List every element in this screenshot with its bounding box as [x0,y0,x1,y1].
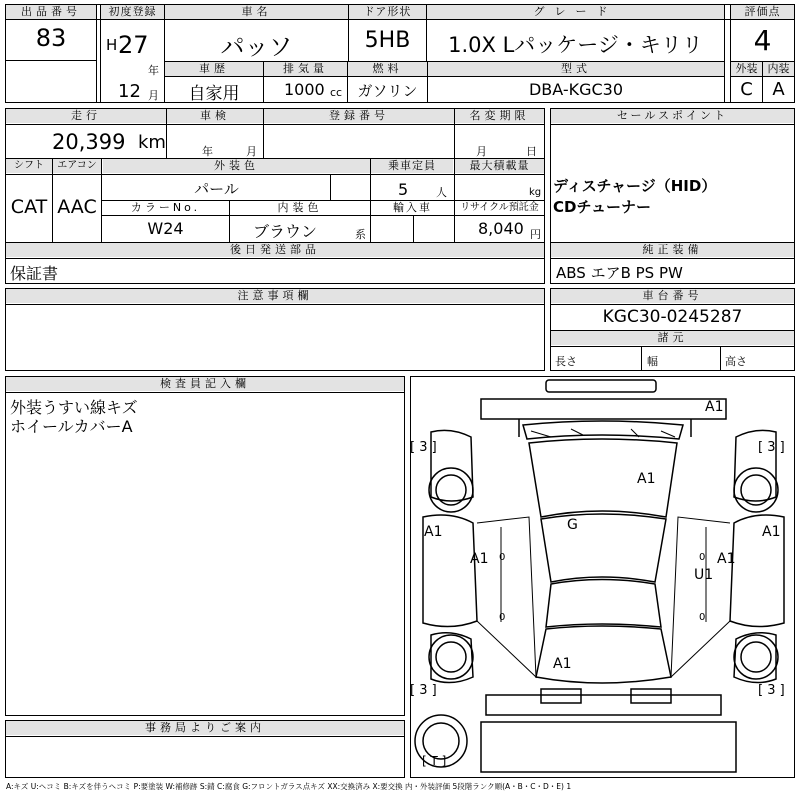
mark-u1: U1 [694,567,714,583]
recycle-unit: 円 [530,228,541,241]
mark-trunk-a1: A1 [553,656,572,672]
lot-number: 83 [35,24,67,52]
mark-left-front-a1: A1 [424,524,443,540]
inspector-line-1: 外装うすい線キズ [10,398,138,417]
later-parts-label: 後日発送部品 [6,243,544,257]
dims-label: 諸元 [551,331,794,345]
reg-era: H [106,36,118,54]
color-no-label: カラーNo. [102,201,229,215]
ext-color-label: 外装色 [103,159,370,173]
name-change-day-unit: 日 [526,145,537,158]
model-code: DBA-KGC30 [528,80,624,99]
width-label: 幅 [647,355,658,368]
notes-label: 注意事項欄 [6,289,544,303]
chassis-number: KGC30-0245287 [602,307,743,327]
mark-glass: G [567,517,578,533]
office-label: 事務局よりご案内 [6,721,404,735]
tire-tr: [ 3 ] [758,440,785,455]
length-label: 長さ [555,355,577,368]
mark-right-door-a1: A1 [717,551,736,567]
import-label: 輸入車 [371,201,454,215]
equipment-value: ABS エアB PS PW [556,264,683,282]
mark-hood-a1: A1 [637,471,656,487]
sales-label: セールスポイント [551,109,794,123]
score-label: 評価点 [731,5,794,19]
mileage-label: 走行 [6,109,166,123]
reg-label: 初度登録 [101,5,164,19]
model-label: 型式 [428,62,724,76]
reg-month: 12 [118,81,141,102]
reg-year: 27 [118,31,149,59]
displacement: 1000 [284,80,325,99]
int-color: ブラウン [252,222,317,241]
capacity-label: 乗車定員 [371,159,453,173]
doors-label: ドア形状 [349,5,426,19]
capacity: 5 [398,180,409,199]
sales-line-2: CDチューナー [553,198,652,216]
mark-zero-3: 0 [499,612,506,623]
fuel: ガソリン [357,82,418,100]
plate-label: 登録番号 [264,109,454,123]
door-type: 5HB [364,28,411,53]
cc-unit: cc [330,86,343,99]
mark-zero-4: 0 [699,612,706,623]
color-no: W24 [147,219,184,238]
legend: A:キズ U:ヘコミ B:キズを伴うヘコミ P:要塗装 W:補修跡 S:錆 C:腐食 G:フロントガラス点キズ XX:交換済み X:要交換 内・外装評価 5段階ランク順(A・B・C・D・E) 1 [6,782,572,791]
int-color-label: 内装色 [230,201,370,215]
ac: AAC [57,196,97,218]
sales-line-1: ディスチャージ（HID） [553,177,717,195]
name-change-month-unit: 月 [476,145,487,158]
mark-roof-a1: A1 [705,399,724,415]
history: 自家用 [188,84,240,104]
car-diagram [410,376,795,778]
name-change-label: 名変期限 [455,109,544,123]
mark-zero-1: 0 [499,552,506,563]
lot-label: 出品番号 [6,5,96,19]
int-grade: A [772,79,785,100]
capacity-unit: 人 [436,186,447,199]
car-outline-icon [411,377,796,779]
mark-right-front-a1: A1 [762,524,781,540]
tire-tl: [ 3 ] [410,440,437,455]
inspection-month-unit: 月 [246,145,257,158]
inspector-line-2: ホイールカバーA [10,417,133,436]
grade-label: グレード [427,5,724,19]
name-label: 車名 [165,5,348,19]
shift-label: シフト [6,159,52,173]
tire-bl: [ 3 ] [410,683,437,698]
ext-grade: C [740,79,753,100]
spare-tire: [ T ] [422,754,447,768]
equipment-label: 純正装備 [551,243,794,257]
score: 4 [753,24,772,57]
chassis-label: 車台番号 [551,289,794,303]
inspection-year-unit: 年 [202,145,213,158]
ext-label: 外装 [731,62,762,76]
month-unit: 月 [148,89,159,102]
displacement-label: 排気量 [264,62,347,76]
ext-color: パール [194,180,239,198]
fuel-label: 燃料 [348,62,427,76]
tire-br: [ 3 ] [758,683,785,698]
load-unit: kg [529,187,542,198]
mark-left-door-a1: A1 [470,551,489,567]
year-unit: 年 [148,64,159,77]
grade: 1.0X Lパッケージ・キリリ [448,33,703,57]
history-label: 車歴 [165,62,263,76]
later-parts-value: 保証書 [10,264,59,283]
car-name: パッソ [220,33,293,61]
mark-zero-2: 0 [699,552,706,563]
recycle-label: リサイクル預託金 [455,201,544,215]
load-label: 最大積載量 [455,159,544,173]
inspector-label: 検査員記入欄 [6,377,404,391]
ac-label: エアコン [53,159,101,173]
mileage: 20,399 [52,130,126,154]
int-color-suffix: 系 [355,228,366,241]
shift: CAT [10,196,48,218]
int-label: 内装 [763,62,794,76]
recycle-amount: 8,040 [478,219,524,238]
inspection-label: 車検 [167,109,263,123]
height-label: 高さ [725,355,747,368]
km-unit: km [138,132,166,153]
